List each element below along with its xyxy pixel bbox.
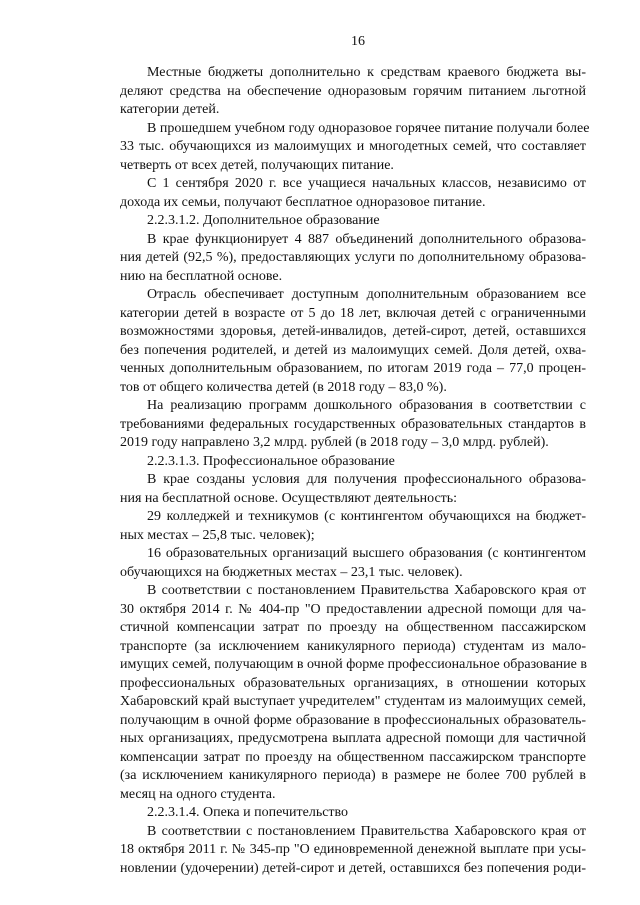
text-line: Местные бюджеты дополнительно к средствам краевого бюджета вы-: [147, 65, 586, 80]
text-line: возможностями здоровья, детей-инвалидов, детей-сирот, детей, оставшихся: [120, 324, 586, 339]
text-line: 29 колледжей и техникумов (с контингентом обучающихся на бюджет-: [147, 509, 586, 524]
text-line: новлении (удочерении) детей-сирот и детей, оставшихся без попечения роди-: [120, 860, 586, 876]
text-line: стичной компенсации затрат по проезду на общественном пассажирском: [120, 620, 586, 635]
text-line: С 1 сентября 2020 г. все учащиеся начальных классов, независимо от: [147, 176, 586, 191]
text-line: В соответствии с постановлением Правительства Хабаровского края от: [147, 583, 586, 598]
text-line: месяц на одного студента.: [120, 786, 276, 802]
paragraph: [120, 508, 586, 545]
text-line: 33 тыс. обучающихся из малоимущих и многодетных семей, что составляет: [120, 139, 586, 154]
text-line: В крае функционирует 4 887 объединений дополнительного образова-: [147, 231, 586, 247]
paragraph: [120, 175, 586, 212]
paragraph: [120, 64, 586, 120]
paragraph: [120, 582, 586, 804]
text-line: получающим в очной форме образование в профессиональных образователь-: [120, 712, 586, 728]
text-line: профессиональных образовательных организациях, в отношении которых: [120, 675, 586, 691]
section-heading-text: 2.2.3.1.2. Дополнительное образование: [147, 213, 380, 228]
document-body: [120, 64, 590, 878]
text-line: В соответствии с постановлением Правительства Хабаровского края от: [147, 823, 586, 839]
section-heading: [120, 212, 586, 231]
text-line: В крае созданы условия для получения профессионального образова-: [147, 472, 586, 487]
paragraph: [120, 286, 586, 397]
text-line: (за исключением каникулярного периода) в размере не более 700 рублей в: [120, 768, 586, 783]
text-line: нию на бесплатной основе.: [120, 268, 283, 284]
section-heading: [120, 453, 586, 472]
paragraph: [120, 823, 586, 879]
text-line: транспорте (за исключением каникулярного периода) студентам из мало-: [120, 638, 586, 654]
text-line: В прошедшем учебном году одноразовое горячее питание получали более: [147, 120, 590, 136]
paragraph: [120, 471, 586, 508]
text-line: Отрасль обеспечивает доступным дополнительным образованием все: [147, 287, 586, 302]
paragraph: [120, 120, 590, 176]
text-line: категории детей в возрасте от 5 до 18 лет, включая детей с ограниченными: [120, 305, 586, 321]
text-line: Хабаровский край выступает учредителем" студентам из малоимущих семей,: [120, 694, 586, 709]
paragraph: [120, 397, 586, 453]
text-line: ченных дополнительным образованием, по итогам 2019 года – 77,0 процен-: [120, 361, 586, 376]
text-line: 30 октября 2014 г. № 404-пр "О предоставлении адресной помощи для ча-: [120, 601, 586, 617]
text-line: категории детей.: [120, 102, 220, 117]
section-heading-text: 2.2.3.1.3. Профессиональное образование: [147, 453, 395, 469]
paragraph: [120, 231, 586, 287]
text-line: четверть от всех детей, получающих питание.: [120, 157, 394, 173]
text-line: имущих семей, получающим в очной форме профессиональное образование в: [120, 657, 587, 672]
text-line: 18 октября 2011 г. № 345-пр "О единовременной денежной выплате при усы-: [120, 842, 586, 857]
section-heading-text: 2.2.3.1.4. Опека и попечительство: [147, 805, 349, 820]
text-line: компенсации затрат по проезду на общественном пассажирском транспорте: [120, 749, 586, 765]
text-line: без попечения родителей, и детей из малоимущих семей. Доля детей, охва-: [120, 342, 586, 358]
text-line: 16 образовательных организаций высшего образования (с контингентом: [147, 546, 586, 561]
text-line: ных организациях, предусмотрена выплата адресной помощи для частичной: [120, 731, 586, 746]
text-line: ния на бесплатной основе. Осуществляют деятельность:: [120, 490, 458, 506]
text-line: ния детей (92,5 %), предоставляющих услуги по дополнительному образова-: [120, 250, 586, 265]
text-line: требованиями федеральных государственных образовательных стандартов в: [120, 416, 586, 432]
section-heading: [120, 804, 586, 823]
paragraph: [120, 545, 586, 582]
page-number: 16: [351, 34, 365, 49]
text-line: деляют средства на обеспечение одноразовым горячим питанием льготной: [120, 83, 586, 99]
text-line: 2019 году направлено 3,2 млрд. рублей (в 2018 году – 3,0 млрд. рублей).: [120, 435, 549, 450]
text-line: На реализацию программ дошкольного образования в соответствии с: [147, 398, 586, 413]
text-line: тов от общего количества детей (в 2018 году – 83,0 %).: [120, 379, 447, 395]
text-line: дохода их семьи, получают бесплатное одноразовое питание.: [120, 194, 486, 210]
text-line: ных местах – 25,8 тыс. человек);: [120, 527, 315, 543]
text-line: обучающихся на бюджетных местах – 23,1 тыс. человек).: [120, 564, 463, 580]
